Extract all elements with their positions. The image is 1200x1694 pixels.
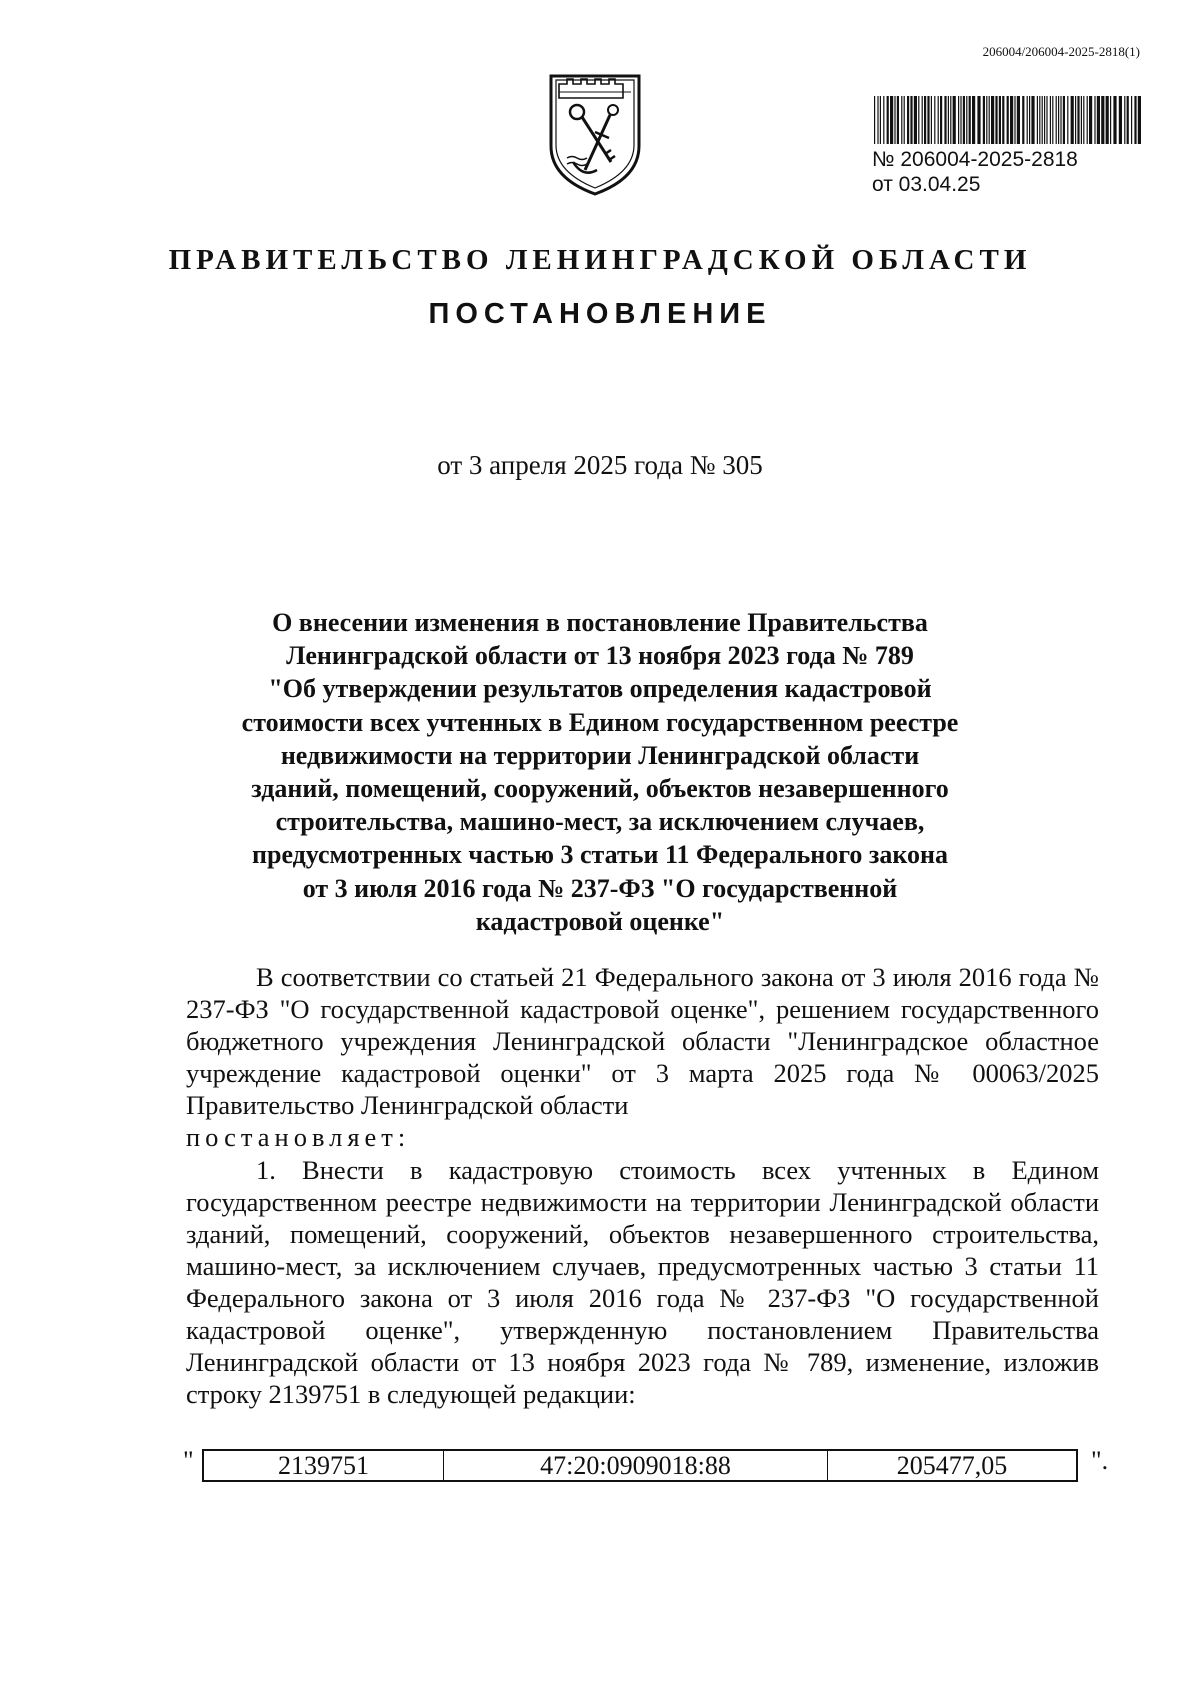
barcode-bar (989, 96, 990, 144)
cadastral-value-cell: 205477,05 (896, 1451, 1008, 1480)
barcode-bar (938, 96, 939, 144)
barcode-bar (1039, 96, 1040, 144)
barcode-bar (1134, 96, 1136, 144)
barcode-bar (1067, 96, 1068, 144)
barcode-bar (1081, 96, 1082, 144)
barcode-bar (934, 96, 935, 144)
barcode-bar (914, 96, 917, 144)
barcode-bar (897, 96, 899, 144)
barcode-bar (1017, 96, 1020, 144)
barcode-bar (1046, 96, 1047, 144)
preamble-paragraph (186, 961, 1099, 1154)
document-date-number: от 3 апреля 2025 года № 305 (437, 450, 763, 480)
barcode-bar (1110, 96, 1111, 144)
barcode-bar (972, 96, 975, 144)
barcode-bar (1007, 96, 1009, 144)
barcode-icon (872, 96, 1142, 144)
barcode-bar (918, 96, 919, 144)
barcode-bar (931, 96, 932, 144)
barcode-bar (963, 96, 965, 144)
registration-number: № 206004-2025-2818 (872, 148, 1078, 171)
subject-line: от 3 июля 2016 года № 237-ФЗ "О государственной (302, 873, 898, 903)
barcode-bar (907, 96, 909, 144)
barcode-bar (1022, 96, 1024, 144)
subject-line: Ленинградской области от 13 ноября 2023 года № 789 (286, 641, 914, 671)
document-body (186, 961, 1099, 1410)
barcode-bar (986, 96, 987, 144)
barcode-bar (1031, 96, 1034, 144)
barcode-bar (1113, 96, 1116, 144)
cadastral-table-row (202, 1449, 1078, 1482)
registration-block (872, 147, 1078, 197)
barcode-bar (1075, 96, 1076, 144)
barcode-bar (922, 96, 923, 144)
cadastral-number-cell: 47:20:0909018:88 (444, 1451, 828, 1480)
barcode-bar (995, 96, 997, 144)
subject-line: предусмотренных частью 3 статьи 11 Федерального закона (252, 840, 948, 870)
barcode-bar (940, 96, 942, 144)
barcode-bar (960, 96, 961, 144)
registration-date: от 03.04.25 (872, 173, 981, 196)
subject-line: стоимости всех учтенных в Едином государственном реестре (241, 707, 959, 737)
row-number-cell: 2139751 (204, 1451, 444, 1480)
barcode-bar (1089, 96, 1092, 144)
barcode-bar (1063, 96, 1065, 144)
barcode-bar (991, 96, 994, 144)
barcode-bar (1052, 96, 1053, 144)
barcode-bar (901, 96, 902, 144)
barcode-bar (1131, 96, 1132, 144)
barcode-bar (883, 96, 884, 144)
decree-word: постановляет: (186, 1122, 411, 1153)
barcode-bar (966, 96, 967, 144)
subject-line: недвижимости на территории Ленинградской области (280, 740, 920, 770)
barcode-bar (1083, 96, 1084, 144)
barcode-bar (880, 96, 881, 144)
barcode-bar (1101, 96, 1104, 144)
subject-line: О внесении изменения в постановление Правительства (272, 608, 928, 637)
barcode-bar (953, 96, 956, 144)
subject-line: "Об утверждении результатов определения кадастровой (268, 674, 932, 704)
barcode-bar (1050, 96, 1051, 144)
barcode-bar (887, 96, 889, 144)
document-reference: 206004/206004-2025-2818(1) (982, 44, 1140, 59)
barcode-bar (1106, 96, 1109, 144)
barcode-bar (1002, 96, 1004, 144)
government-title: ПРАВИТЕЛЬСТВО ЛЕНИНГРАДСКОЙ ОБЛАСТИ (168, 244, 1032, 276)
barcode-bar (1014, 96, 1015, 144)
barcode-bar (950, 96, 951, 144)
subject-line: кадастровой оценке" (475, 906, 725, 936)
barcode-bar (1056, 96, 1057, 144)
barcode-bar (1058, 96, 1059, 144)
barcode-bar (904, 96, 905, 144)
barcode-bar (1127, 96, 1129, 144)
barcode-bar (1037, 96, 1038, 144)
barcode-bar (1094, 96, 1095, 144)
barcode-bar (1087, 96, 1088, 144)
document-type: ПОСТАНОВЛЕНИЕ (428, 298, 772, 330)
item-1-paragraph: 1. Внести в кадастровую стоимость всех учтенных в Едином государственном реестре недвижимости на территории Ленинградской области зданий, помещений, сооружений, объектов незавершенного строительства, машино-мест, за исключением случаев, предусмотренных частью 3 статьи 11 Федерального закона от 3 июля 2016 года № 237-ФЗ "О государственной кадастровой оценке", утвержденную постановлением Правительства Ленинградской области от 13 ноября 2023 года № 789, изменение, изложив строку 2139751 в следующей редакции: (186, 1154, 1099, 1410)
barcode-bar (944, 96, 946, 144)
barcode-bar (1097, 96, 1100, 144)
barcode-bar (874, 96, 875, 144)
barcode-bar (1071, 96, 1074, 144)
barcode-bar (977, 96, 980, 144)
barcode-bar (927, 96, 929, 144)
subject-line: строительства, машино-мест, за исключением случаев, (275, 807, 925, 837)
opening-quote: " (183, 1446, 194, 1475)
barcode-bar (924, 96, 926, 144)
subject-heading (200, 606, 1000, 938)
barcode-bar (894, 96, 895, 144)
barcode-bar (1138, 96, 1141, 144)
barcode-bar (1060, 96, 1061, 144)
barcode-bar (948, 96, 949, 144)
barcode-bar (1077, 96, 1079, 144)
barcode-bar (999, 96, 1001, 144)
barcode-bar (910, 96, 912, 144)
barcode-bar (890, 96, 893, 144)
barcode-bar (1124, 96, 1125, 144)
closing-quote: ". (1091, 1446, 1109, 1475)
barcode-bar (1027, 96, 1028, 144)
barcode-bar (1044, 96, 1045, 144)
preamble-text: В соответствии со статьей 21 Федерального закона от 3 июля 2016 года № 237-ФЗ "О государственной кадастровой оценке", решением государственного бюджетного учреждения Ленинградской области "Ленинградское областное учреждение кадастровой оценки" от 3 марта 2025 года № 00063/2025 Правительство Ленинградской области (186, 962, 1099, 1121)
barcode-bar (1042, 96, 1043, 144)
barcode-bar (983, 96, 985, 144)
coat-of-arms-icon (545, 66, 645, 198)
barcode-bar (1029, 96, 1030, 144)
barcode-bar (958, 96, 959, 144)
barcode-bar (1010, 96, 1013, 144)
barcode-bar (1119, 96, 1122, 144)
barcode-bar (969, 96, 971, 144)
barcode-bar (877, 96, 878, 144)
subject-line: зданий, помещений, сооружений, объектов незавершенного (251, 774, 949, 804)
